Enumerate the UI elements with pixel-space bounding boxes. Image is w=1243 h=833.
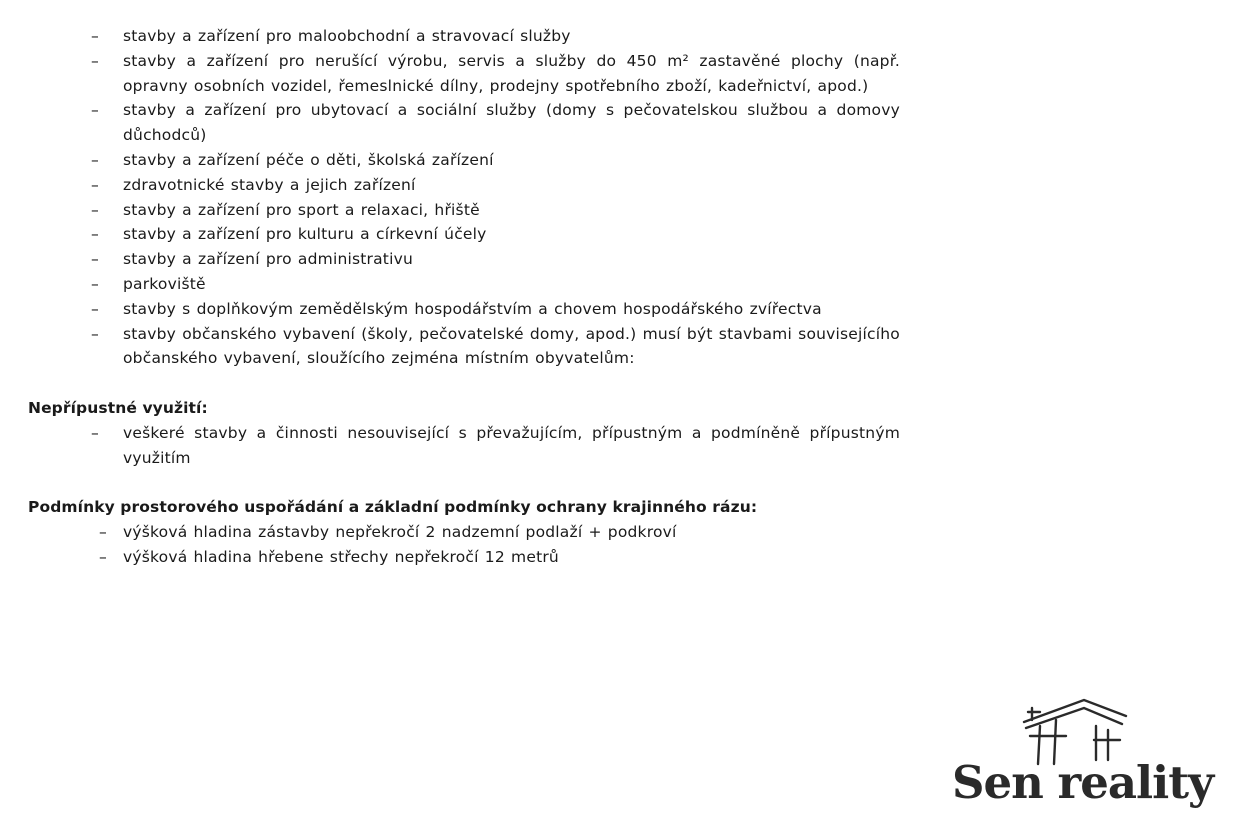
document-page — [28, 24, 900, 570]
list-item — [91, 49, 900, 99]
list-item-text: parkoviště — [123, 274, 206, 293]
list-item — [91, 272, 900, 297]
company-logo — [950, 696, 1225, 816]
list-item-text: stavby a zařízení péče o děti, školská zařízení — [123, 150, 494, 169]
list-item-text: výšková hladina hřebene střechy nepřekročí 12 metrů — [123, 547, 559, 566]
list-item — [91, 247, 900, 272]
dash-bullet: – — [91, 175, 99, 194]
dash-bullet: – — [91, 423, 99, 442]
dash-bullet: – — [91, 274, 99, 293]
dash-bullet: – — [99, 522, 107, 541]
dash-bullet: – — [91, 200, 99, 219]
list-item — [91, 24, 900, 49]
list-item — [91, 98, 900, 148]
list-item — [99, 545, 900, 570]
list-item-text: stavby a zařízení pro maloobchodní a stravovací služby — [123, 27, 571, 45]
list-item — [91, 222, 900, 247]
section-heading-podminky: Podmínky prostorového uspořádání a základní podmínky ochrany krajinného rázu: — [28, 498, 758, 517]
list-item-text: stavby občanského vybavení (školy, pečovatelské domy, apod.) musí být stavbami souvisejícího občanského vybavení, sloužícího zejména místním obyvatelům: — [123, 324, 900, 368]
list-item — [99, 520, 900, 545]
list-item-text: stavby a zařízení pro ubytovací a sociální služby (domy s pečovatelskou službou a domovy důchodců) — [123, 101, 900, 145]
prohibited-uses-list — [28, 421, 900, 471]
permitted-uses-list — [28, 24, 900, 371]
spatial-conditions-list — [28, 520, 900, 570]
list-item-text: stavby a zařízení pro kulturu a církevní účely — [123, 225, 487, 244]
dash-bullet: – — [91, 101, 99, 120]
dash-bullet: – — [91, 150, 99, 169]
dash-bullet: – — [91, 299, 99, 318]
section-heading-nepripustne: Nepřípustné využití: — [28, 398, 208, 417]
list-item-text: stavby a zařízení pro administrativu — [123, 250, 413, 269]
list-item — [91, 421, 900, 471]
dash-bullet: – — [91, 51, 99, 70]
logo-text: Sen reality — [952, 756, 1214, 809]
dash-bullet: – — [91, 225, 99, 244]
list-item — [91, 322, 900, 372]
list-item — [91, 297, 900, 322]
dash-bullet: – — [99, 547, 107, 566]
dash-bullet: – — [91, 27, 99, 45]
list-item-text: zdravotnické stavby a jejich zařízení — [123, 175, 416, 194]
list-item — [91, 198, 900, 223]
list-item-text: stavby a zařízení pro nerušící výrobu, servis a služby do 450 m² zastavěné plochy (např. opravny osobních vozidel, řemeslnické dílny, prodejny spotřebního zboží, kadeřnictví, apod.) — [123, 51, 900, 95]
list-item — [91, 173, 900, 198]
dash-bullet: – — [91, 324, 99, 343]
list-item-text: stavby s doplňkovým zemědělským hospodářstvím a chovem hospodářského zvířectva — [123, 299, 822, 318]
list-item-text: veškeré stavby a činnosti nesouvisející s převažujícím, přípustným a podmíněně přípustným využitím — [123, 423, 900, 467]
list-item — [91, 148, 900, 173]
list-item-text: stavby a zařízení pro sport a relaxaci, hřiště — [123, 200, 480, 219]
list-item-text: výšková hladina zástavby nepřekročí 2 nadzemní podlaží + podkroví — [123, 522, 677, 541]
dash-bullet: – — [91, 250, 99, 269]
